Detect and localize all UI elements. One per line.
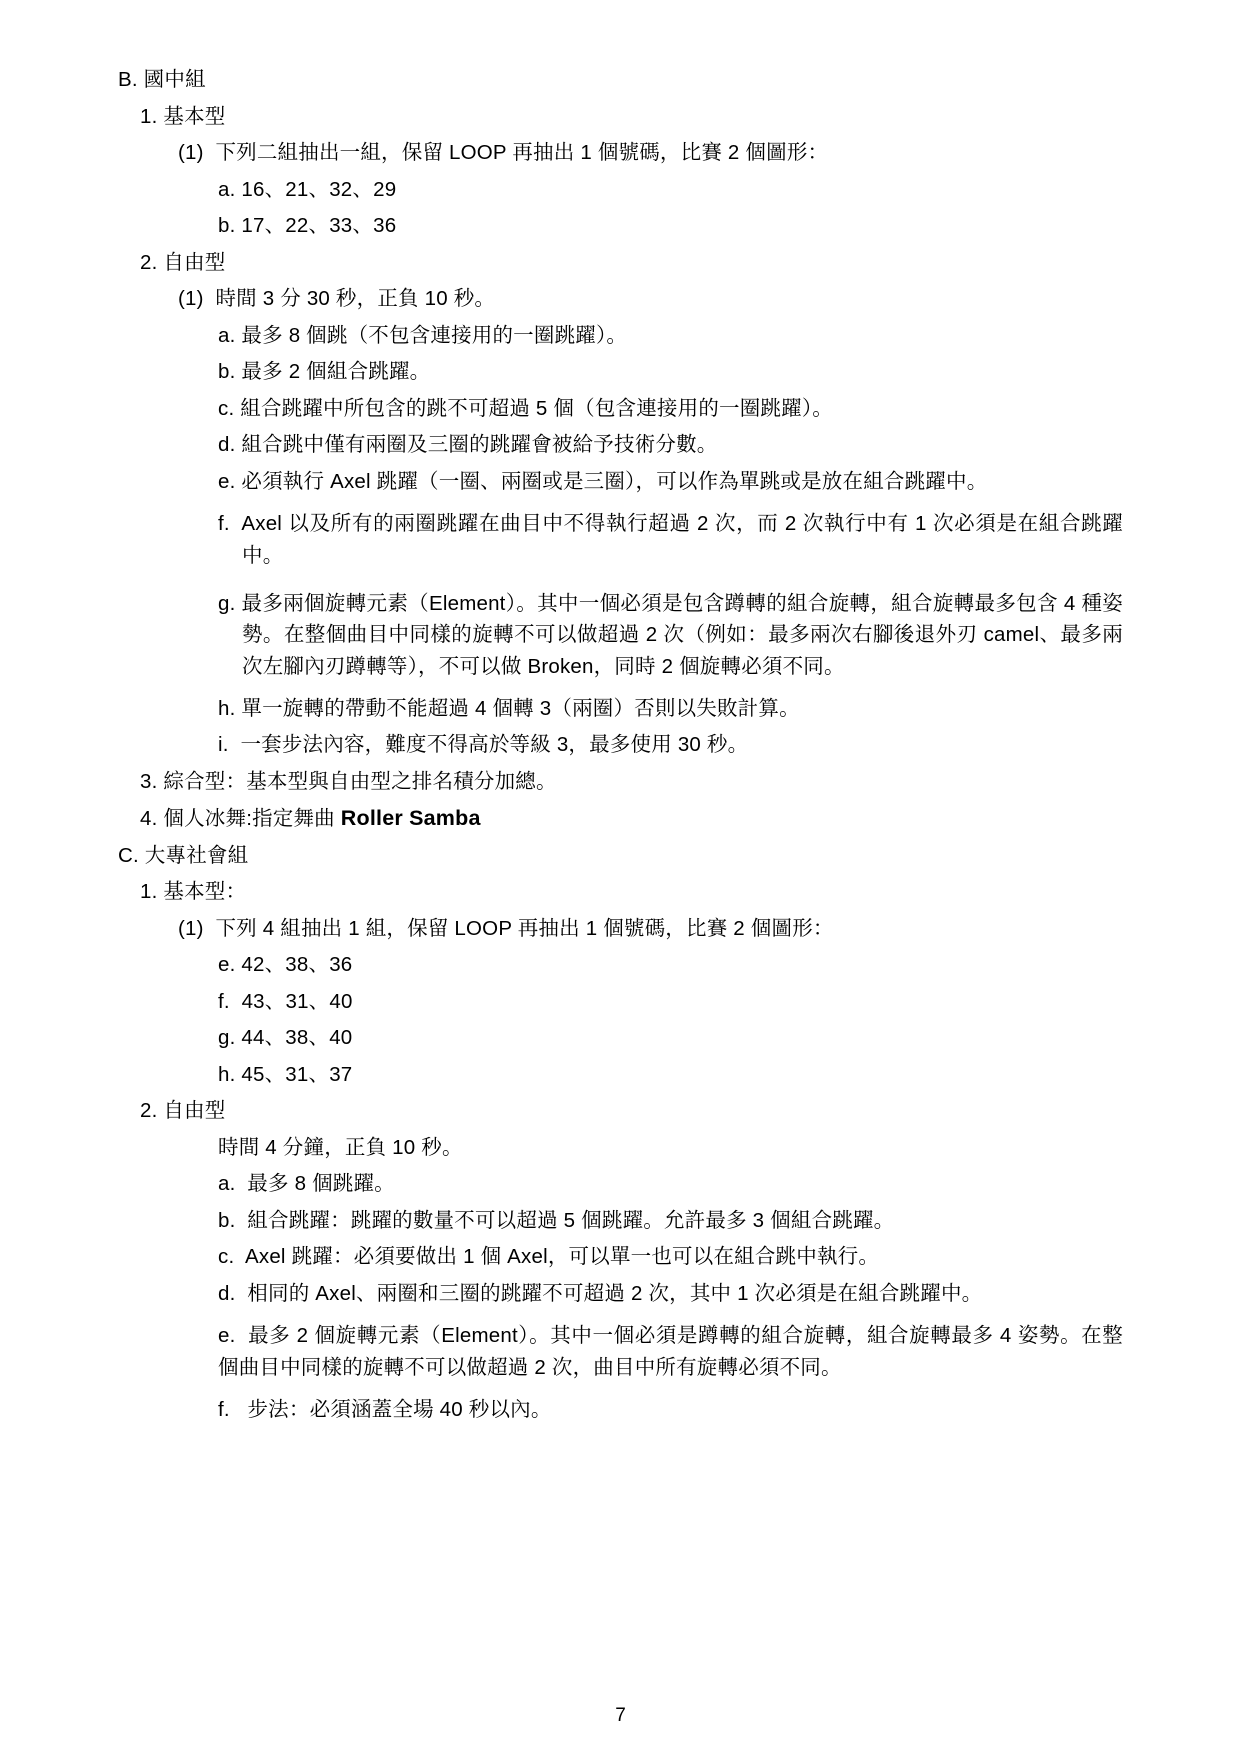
list-item-b2-1-b: b. 最多 2 個組合跳躍。 [218, 360, 431, 383]
list-item-b2-1-d: d. 組合跳中僅有兩圈及三圈的跳躍會被給予技術分數。 [218, 433, 718, 456]
list-item-b1-1-a: a. 16、21、32、29 [218, 177, 397, 201]
list-item-c2-f: f. 步法：必須涵蓋全場 40 秒以內。 [218, 1397, 552, 1421]
list-item-b4-prefix: 4. 個人冰舞:指定舞曲 [140, 807, 341, 831]
list-item-b1-1-b: b. 17、22、33、36 [218, 214, 397, 237]
list-item-c2-e: e. 最多 2 個旋轉元素（Element）。其中一個必須是蹲轉的組合旋轉，組合旋轉最多 4 姿勢。在整個曲目中同樣的旋轉不可以做超過 2 次，曲目中所有旋轉必須不同。 [218, 1324, 1123, 1380]
section-heading-c: C. 大專社會組 [118, 843, 249, 867]
list-item-c2-d: d. 相同的 Axel、兩圈和三圈的跳躍不可超過 2 次，其中 1 次必須是在組合跳躍中。 [218, 1281, 983, 1305]
list-item-c1: 1. 基本型： [140, 880, 247, 904]
list-item-b2-1-e: e. 必須執行 Axel 跳躍（一圈、兩圈或是三圈），可以作為單跳或是放在組合跳躍中。 [218, 469, 988, 493]
list-item-c1-1-e: e. 42、38、36 [218, 953, 353, 977]
list-item-b2-1: (1) 時間 3 分 30 秒，正負 10 秒。 [178, 287, 496, 310]
list-item-b1-1: (1) 下列二組抽出一組，保留 LOOP 再抽出 1 個號碼，比賽 2 個圖形： [178, 141, 829, 164]
list-item-b2-1-g: g. 最多兩個旋轉元素（Element）。其中一個必須是包含蹲轉的組合旋轉，組合旋轉最多包含 4 種姿勢。在整個曲目中同樣的旋轉不可以做超過 2 次（例如：最多兩次右腳後退外刃 camel、最多兩次左腳內刃蹲轉等），不可以做 Broken，同時 2 個旋轉必須不同。 [218, 591, 1123, 679]
list-item-b4 [140, 808, 1123, 830]
list-item-b2-1-a: a. 最多 8 個跳（不包含連接用的一圈跳躍）。 [218, 323, 628, 347]
list-item-b2-1-h: h. 單一旋轉的帶動不能超過 4 個轉 3（兩圈）否則以失敗計算。 [218, 696, 800, 720]
list-item-b2-1-f: f. Axel 以及所有的兩圈跳躍在曲目中不得執行超過 2 次，而 2 次執行中有 1 次必須是在組合跳躍中。 [218, 512, 1123, 567]
list-item-c1-1-h: h. 45、31、37 [218, 1062, 353, 1086]
page-number: 7 [615, 1705, 626, 1726]
list-item-c2: 2. 自由型 [140, 1099, 226, 1123]
list-item-b4-song: Roller Samba [340, 806, 481, 831]
list-item-c2-a: a. 最多 8 個跳躍。 [218, 1172, 395, 1196]
section-heading-b: B. 國中組 [118, 68, 206, 91]
list-item-c2-c: c. Axel 跳躍：必須要做出 1 個 Axel，可以單一也可以在組合跳中執行。 [218, 1245, 880, 1269]
list-item-c1-1-g: g. 44、38、40 [218, 1026, 353, 1050]
list-item-b2-1-c: c. 組合跳躍中所包含的跳不可超過 5 個（包含連接用的一圈跳躍）。 [218, 396, 833, 420]
list-item-b1: 1. 基本型 [140, 104, 226, 128]
list-item-b2: 2. 自由型 [140, 250, 226, 274]
list-item-c1-1: (1) 下列 4 組抽出 1 組，保留 LOOP 再抽出 1 個號碼，比賽 2 個圖形： [178, 916, 834, 940]
list-item-c2-b: b. 組合跳躍：跳躍的數量不可以超過 5 個跳躍。允許最多 3 個組合跳躍。 [218, 1208, 895, 1232]
list-item-c1-1-f: f. 43、31、40 [218, 989, 353, 1013]
list-item-b3: 3. 綜合型：基本型與自由型之排名積分加總。 [140, 769, 557, 793]
list-item-c2-time: 時間 4 分鐘，正負 10 秒。 [218, 1135, 463, 1159]
list-item-b2-1-i: i. 一套步法內容，難度不得高於等級 3，最多使用 30 秒。 [218, 733, 749, 757]
